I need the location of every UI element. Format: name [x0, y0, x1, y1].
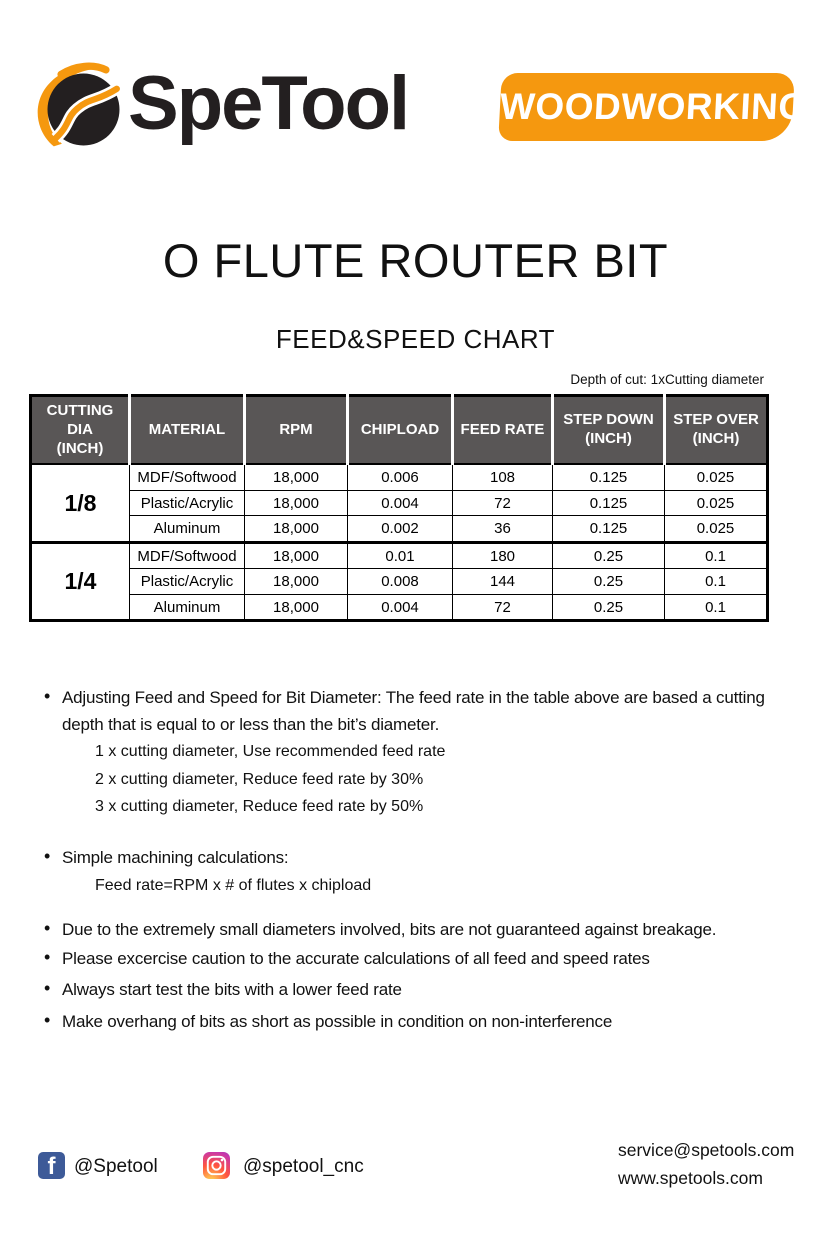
note-line: depth that is equal to or less than the bit’s diameter.	[62, 715, 440, 734]
contact-email[interactable]: service@spetools.com	[618, 1140, 795, 1160]
header-line: STEP DOWN	[563, 411, 654, 429]
note-sub-item: 1 x cutting diameter, Use recommended feed rate	[95, 743, 446, 760]
col-header-rpm	[245, 396, 348, 465]
header-line: (INCH)	[692, 430, 740, 448]
page-subtitle: FEED&SPEED CHART	[275, 324, 556, 354]
rpm-cell: 18,000	[245, 594, 348, 621]
step-down-cell: 0.25	[553, 542, 665, 569]
rpm-cell: 18,000	[245, 464, 348, 490]
contact-website[interactable]: www.spetools.com	[618, 1168, 763, 1188]
material-cell: MDF/Softwood	[130, 464, 245, 490]
feed-rate-cell: 36	[453, 516, 553, 543]
woodworking-badge: WOODWORKING	[498, 73, 795, 141]
header-line: STEP OVER	[673, 411, 759, 429]
brand-logo	[34, 56, 408, 159]
feed-rate-cell: 180	[453, 542, 553, 569]
note-bullet: • Due to the extremely small diameters involved, bits are not guaranteed against breakage.	[42, 916, 818, 943]
material-cell: Aluminum	[130, 594, 245, 621]
instagram-icon[interactable]	[203, 1152, 230, 1179]
table-row	[31, 516, 768, 543]
note-bullet: • Make overhang of bits as short as possible in condition on non-interference	[42, 1008, 818, 1035]
col-header-cutting-dia	[31, 396, 130, 465]
note-line: • Adjusting Feed and Speed for Bit Diameter: The feed rate in the table above are based a cutting	[62, 688, 765, 707]
table-row	[31, 464, 768, 490]
chipload-cell: 0.008	[348, 569, 453, 595]
note-bullet: • Please excercise caution to the accurate calculations of all feed and speed rates	[42, 945, 818, 972]
spetool-globe-swoosh-icon	[34, 60, 124, 159]
col-header-step-over	[665, 396, 768, 465]
feed-rate-formula: Feed rate=RPM x # of flutes x chipload	[95, 876, 372, 894]
col-header-chipload	[348, 396, 453, 465]
header-line: CHIPLOAD	[360, 420, 440, 438]
col-header-material	[130, 396, 245, 465]
page-title: O FLUTE ROUTER BIT	[162, 234, 669, 287]
warning-bullets	[42, 916, 818, 1035]
material-cell: Aluminum	[130, 516, 245, 543]
step-over-cell: 0.025	[665, 490, 768, 516]
header-line: (INCH)	[585, 430, 632, 448]
table-row	[31, 490, 768, 516]
feed-rate-cell: 144	[453, 569, 553, 595]
contact-block	[618, 1136, 794, 1192]
rpm-cell: 18,000	[245, 542, 348, 569]
step-over-cell: 0.025	[665, 516, 768, 543]
header-line: RPM	[279, 420, 313, 438]
rpm-cell: 18,000	[245, 569, 348, 595]
step-down-cell: 0.125	[553, 490, 665, 516]
facebook-handle[interactable]: @Spetool	[74, 1156, 158, 1177]
header-line: (INCH)	[56, 439, 104, 457]
chipload-cell: 0.004	[348, 490, 453, 516]
note-bullet: • Always start test the bits with a lower feed rate	[42, 976, 818, 1003]
table-row	[31, 569, 768, 595]
col-header-step-down	[553, 396, 665, 465]
chipload-cell: 0.002	[348, 516, 453, 543]
chipload-cell: 0.006	[348, 464, 453, 490]
instagram-handle[interactable]: @spetool_cnc	[243, 1156, 364, 1177]
feed-rate-cell: 72	[453, 594, 553, 621]
note-sub-item: 2 x cutting diameter, Reduce feed rate by 30%	[95, 770, 424, 788]
table-header-row	[31, 396, 768, 465]
step-down-cell: 0.125	[553, 516, 665, 543]
step-over-cell: 0.1	[665, 569, 768, 595]
depth-of-cut-note: Depth of cut: 1xCutting diameter	[570, 372, 764, 387]
header-line: CUTTING DIA	[46, 402, 114, 438]
feed-rate-cell: 108	[453, 464, 553, 490]
table-row	[31, 594, 768, 621]
feed-rate-cell: 72	[453, 490, 553, 516]
step-over-cell: 0.1	[665, 542, 768, 569]
facebook-icon[interactable]: f	[38, 1152, 65, 1179]
cutting-dia-cell: 1/4	[31, 542, 130, 621]
note-sub-item: 3 x cutting diameter, Reduce feed rate by 50%	[95, 798, 424, 815]
step-down-cell: 0.25	[553, 569, 665, 595]
header-line: FEED RATE	[460, 420, 545, 438]
table-row	[31, 542, 768, 569]
header-line: MATERIAL	[148, 420, 226, 438]
feed-speed-table	[29, 394, 769, 622]
note-adjusting	[42, 684, 818, 738]
rpm-cell: 18,000	[245, 516, 348, 543]
step-over-cell: 0.025	[665, 464, 768, 490]
notes-section	[42, 684, 818, 1037]
col-header-feed-rate	[453, 396, 553, 465]
chipload-cell: 0.01	[348, 542, 453, 569]
step-over-cell: 0.1	[665, 594, 768, 621]
material-cell: MDF/Softwood	[130, 542, 245, 569]
brand-logo-text: SpeTool	[128, 61, 409, 146]
note-calculations-label: • Simple machining calculations:	[42, 844, 818, 871]
step-down-cell: 0.25	[553, 594, 665, 621]
material-cell: Plastic/Acrylic	[130, 569, 245, 595]
chipload-cell: 0.004	[348, 594, 453, 621]
step-down-cell: 0.125	[553, 464, 665, 490]
rpm-cell: 18,000	[245, 490, 348, 516]
cutting-dia-cell: 1/8	[31, 464, 130, 542]
material-cell: Plastic/Acrylic	[130, 490, 245, 516]
